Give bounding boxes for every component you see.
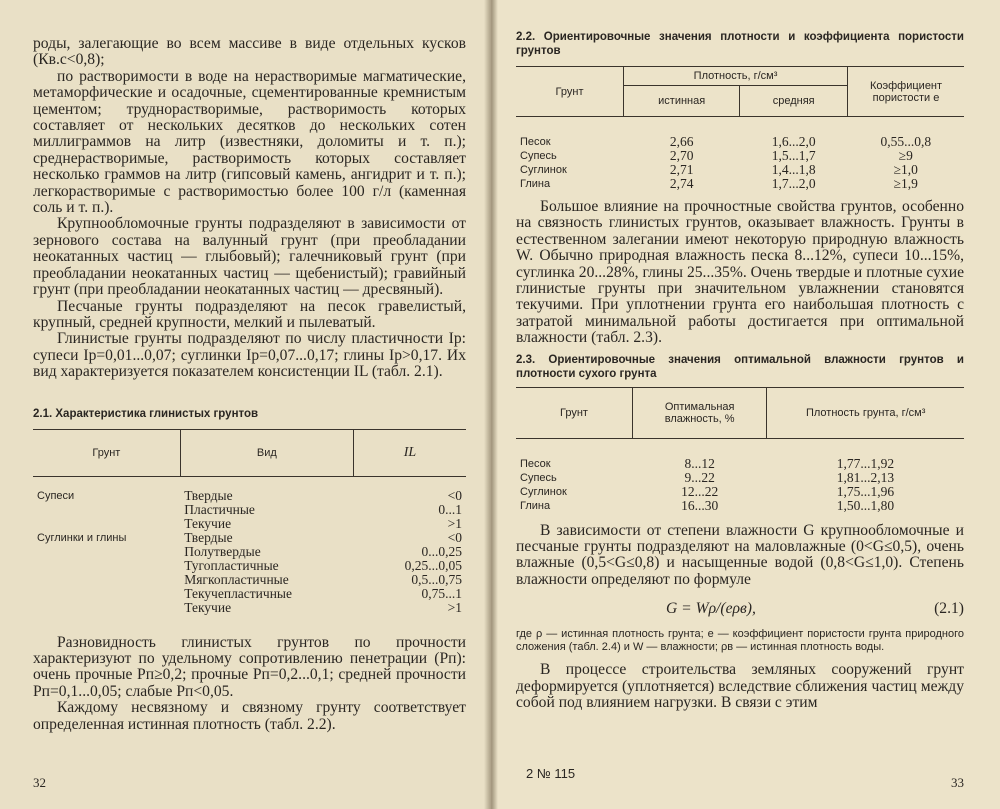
paragraph: Большое влияние на прочностные свойства грунтов, особенно на связность глинистых грунтов, оказывает влажность. Грунты в естественном залегании имеют некоторую природную влажность W. Обычно природная влажность песка 8...12%, супеси 10...15%, суглинка 20...28%, глины 25...35%. Очень твердые и плотные сухие глинистые грунты при значительном увлажнении становятся текучими. При уплотнении грунта его наибольшая плотность с затратой минимальной работы достигается при оптимальной влажности (табл. 2.3).	[516, 198, 964, 347]
table-row	[33, 503, 466, 517]
table-cell: Полутвердые	[184, 543, 261, 559]
table-row	[33, 587, 466, 601]
table-cell: 0,25...0,05	[404, 557, 462, 573]
table-cell: Глина	[520, 499, 551, 512]
right-page	[490, 0, 1000, 809]
table-cell: 1,6...2,0	[771, 134, 816, 149]
table-cell: Мягкопластичные	[184, 571, 289, 587]
page-number: 32	[33, 775, 46, 790]
table-cell: ≥1,9	[893, 176, 918, 191]
table-cell: Глина	[520, 178, 551, 190]
table-cell: <0	[447, 487, 462, 503]
table-body	[516, 117, 964, 192]
table-cell: Супесь	[520, 150, 557, 162]
table-row	[516, 471, 964, 485]
table-cell: Супеси	[37, 489, 75, 502]
printer-signature: 2 № 115	[526, 766, 576, 781]
paragraph: Глинистые грунты подразделяют по числу пластичности Ip: супеси Ip=0,01...0,07; суглинки Ip=0,07...0,17; глины Ip>0,17. Их вид характеризуется показателем консистенции IL (табл. 2.1).	[33, 330, 466, 381]
table-cell: 0...1	[438, 501, 462, 517]
table-cell	[33, 545, 180, 559]
table-cell: ≥9	[898, 148, 913, 163]
table-cell: Пластичные	[184, 501, 255, 517]
table-row	[33, 559, 466, 573]
table-cell: 2,70	[669, 148, 694, 163]
table-row	[33, 601, 466, 615]
table-caption: 2.3. Ориентировочные значения оптимальной влажности грунтов и плотности сухого грунта	[516, 353, 964, 380]
optimal-moisture-table	[516, 387, 964, 513]
table-body	[516, 438, 964, 513]
table-cell: 16...30	[681, 497, 719, 513]
table-header: Грунт	[516, 67, 624, 117]
table-header: Оптимальная влажность, %	[632, 387, 766, 438]
table-cell: 9...22	[684, 469, 715, 485]
table-row	[33, 545, 466, 559]
paragraph: Каждому несвязному и связному грунту соответствует определенная истинная плотность (табл. 2.2).	[33, 699, 466, 733]
table-cell: 1,4...1,8	[771, 162, 816, 177]
table-header: средняя	[740, 86, 848, 117]
table-cell: 0...0,25	[421, 543, 462, 559]
table-cell: Песок	[520, 136, 551, 148]
table-header: IL	[353, 429, 466, 476]
table-cell	[33, 517, 180, 531]
table-header: Грунт	[33, 429, 180, 476]
table-cell: Текучепластичные	[184, 585, 292, 601]
table-header: истинная	[624, 86, 740, 117]
table-row	[516, 177, 964, 191]
table-row	[516, 499, 964, 513]
table-cell: Твердые	[184, 487, 233, 503]
clay-soils-table	[33, 429, 466, 615]
table-row	[33, 476, 466, 503]
table-cell: Суглинок	[520, 164, 567, 176]
table-header: Грунт	[516, 387, 632, 438]
page-number: 33	[951, 775, 964, 790]
table-cell: 1,7...2,0	[771, 176, 816, 191]
table-cell: 1,75...1,96	[836, 483, 895, 499]
left-page	[0, 0, 490, 809]
density-table	[516, 66, 964, 191]
table-header: Коэффициент пористости e	[848, 67, 964, 117]
table-cell: >1	[447, 515, 462, 531]
table-row	[33, 573, 466, 587]
table-cell: Супесь	[520, 471, 557, 484]
table-cell	[33, 503, 180, 517]
table-row	[516, 117, 964, 150]
table-cell: 12...22	[681, 483, 719, 499]
table-cell: 2,71	[669, 162, 694, 177]
table-cell: 1,50...1,80	[836, 497, 895, 513]
table-body	[33, 476, 466, 615]
table-cell: Твердые	[184, 529, 233, 545]
book-gutter	[484, 0, 498, 809]
formula-expression: G = Wρ/(eρв),	[666, 600, 756, 618]
table-cell: 2,66	[669, 134, 694, 149]
table-cell: 0,5...0,75	[411, 571, 462, 587]
table-row	[33, 517, 466, 531]
table-header: Плотность грунта, г/см³	[767, 387, 964, 438]
table-row	[516, 149, 964, 163]
paragraph: Крупнообломочные грунты подразделяют в зависимости от зернового состава на валунный грунт (при преобладании неокатанных частиц — глыбовый); галечниковый грунт (при преобладании неокатанных частиц — щебенистый); гравийный грунт (при преобладании неокатанных частиц — дресвяный).	[33, 215, 466, 299]
table-row	[516, 485, 964, 499]
table-cell: 2,74	[669, 176, 694, 191]
paragraph: по растворимости в воде на нерастворимые магматические, метаморфические и осадочные, сцементированные кремнистым цементом; труднорастворимые, растворимость которых составляет от нескольких десятков до нескольких сотен миллиграммов на литр (известняки, доломиты и т. п.); среднерастворимые, растворимость которых составляет несколько граммов на литр (гипсовый камень, ангидрит и т. п.); легкорастворимые с растворимостью более 100 г/л (каменная соль и т. п.).	[33, 67, 466, 217]
table-caption: 2.1. Характеристика глинистых грунтов	[33, 407, 259, 420]
table-cell	[33, 573, 180, 587]
table-row	[516, 438, 964, 471]
table-cell	[33, 559, 180, 573]
table-header: Плотность, г/см³	[624, 67, 848, 86]
table-caption: 2.2. Ориентировочные значения плотности и коэффициента пористости грунтов	[516, 31, 964, 57]
formula-number: (2.1)	[934, 600, 964, 618]
table-cell	[33, 587, 180, 601]
table-cell: 1,5...1,7	[771, 148, 816, 163]
table-cell: 1,81...2,13	[836, 469, 895, 485]
table-cell: Суглинки и глины	[37, 531, 127, 544]
table-cell: 0,75...1	[421, 585, 462, 601]
table-cell: ≥1,0	[893, 162, 918, 177]
paragraph: Песчаные грунты подразделяют на песок гравелистый, крупный, средней крупности, мелкий и пылеватый.	[33, 297, 466, 331]
table-cell: Суглинок	[520, 485, 567, 498]
table-cell: Текучие	[184, 515, 232, 531]
table-cell: 8...12	[684, 455, 715, 471]
paragraph: В процессе строительства земляных сооружений грунт деформируется (уплотняется) вследствие сближения частиц между собой под влиянием нагрузки. В связи с этим	[516, 661, 964, 712]
table-row	[33, 531, 466, 545]
table-cell: >1	[447, 599, 462, 615]
table-row	[516, 163, 964, 177]
formula-legend: где ρ — истинная плотность грунта; e — коэффициент пористости грунта природного сложения (табл. 2.4) и W — влажности; ρв — истинная плотность воды.	[516, 628, 964, 654]
table-cell: Песок	[520, 457, 551, 470]
table-cell: Текучие	[184, 599, 232, 615]
table-cell: <0	[447, 529, 462, 545]
paragraph: В зависимости от степени влажности G крупнообломочные и песчаные грунты подразделяют на маловлажные (0<G≤0,5), очень влажные (0,5<G≤0,8) и насыщенные водой (0,8<G≤1,0). Степень влажности определяют по формуле	[516, 521, 964, 588]
table-cell: 1,77...1,92	[836, 455, 895, 471]
table-header: Вид	[180, 429, 353, 476]
formula	[516, 600, 964, 618]
table-cell: Тугопластичные	[184, 557, 279, 573]
table-cell	[33, 601, 180, 615]
paragraph: Разновидность глинистых грунтов по прочности характеризуют по удельному сопротивлению пенетрации (Pп): очень прочные Pп≥0,2; прочные Pп=0,2...0,1; средней прочности Pп=0,1...0,05; слабые Pп<0,05.	[33, 633, 466, 700]
paragraph: роды, залегающие во всем массиве в виде отдельных кусков (Кв.с<0,8);	[33, 35, 466, 69]
table-cell: 0,55...0,8	[880, 134, 932, 149]
